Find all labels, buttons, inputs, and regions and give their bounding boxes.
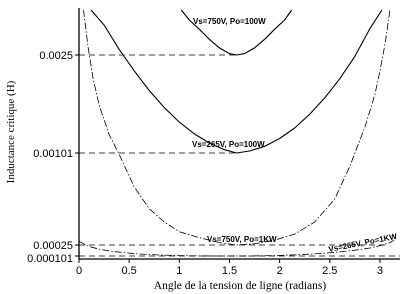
reference-lines bbox=[79, 55, 400, 256]
annotation-vs750-po100: Vs=750V, Po=100W bbox=[193, 17, 266, 26]
series-group bbox=[79, 10, 394, 256]
annotation-vs265-po1kw: Vs=265V, Po=1KW bbox=[327, 231, 398, 254]
x-tick-label: 1.5 bbox=[221, 265, 238, 277]
y-tick-label: 0.000101 bbox=[27, 253, 73, 265]
y-ticks bbox=[27, 50, 79, 265]
annotation-vs265-po100: Vs=265V, Po=100W bbox=[192, 140, 265, 149]
x-tick-label: 3 bbox=[376, 265, 383, 277]
x-tick-label: 0 bbox=[75, 265, 83, 277]
x-tick-label: 1 bbox=[176, 265, 183, 277]
x-axis-label: Angle de la tension de ligne (radians) bbox=[153, 280, 327, 292]
series-line-3 bbox=[84, 10, 391, 245]
x-tick-label: 2.5 bbox=[322, 265, 338, 277]
plot-area bbox=[79, 8, 400, 259]
series-line-2 bbox=[91, 10, 382, 153]
y-axis-label: Inductance critique (H) bbox=[5, 80, 17, 184]
x-tick-label: 0.5 bbox=[121, 265, 137, 277]
y-tick-label: 0.00101 bbox=[33, 148, 73, 160]
x-tick-label: 2 bbox=[276, 265, 283, 277]
x-ticks bbox=[76, 259, 383, 277]
annotation-vs750-po1kw: Vs=750V, Po=1KW bbox=[207, 235, 277, 244]
y-tick-label: 0.00025 bbox=[33, 240, 73, 252]
y-tick-label: 0.0025 bbox=[39, 50, 73, 62]
